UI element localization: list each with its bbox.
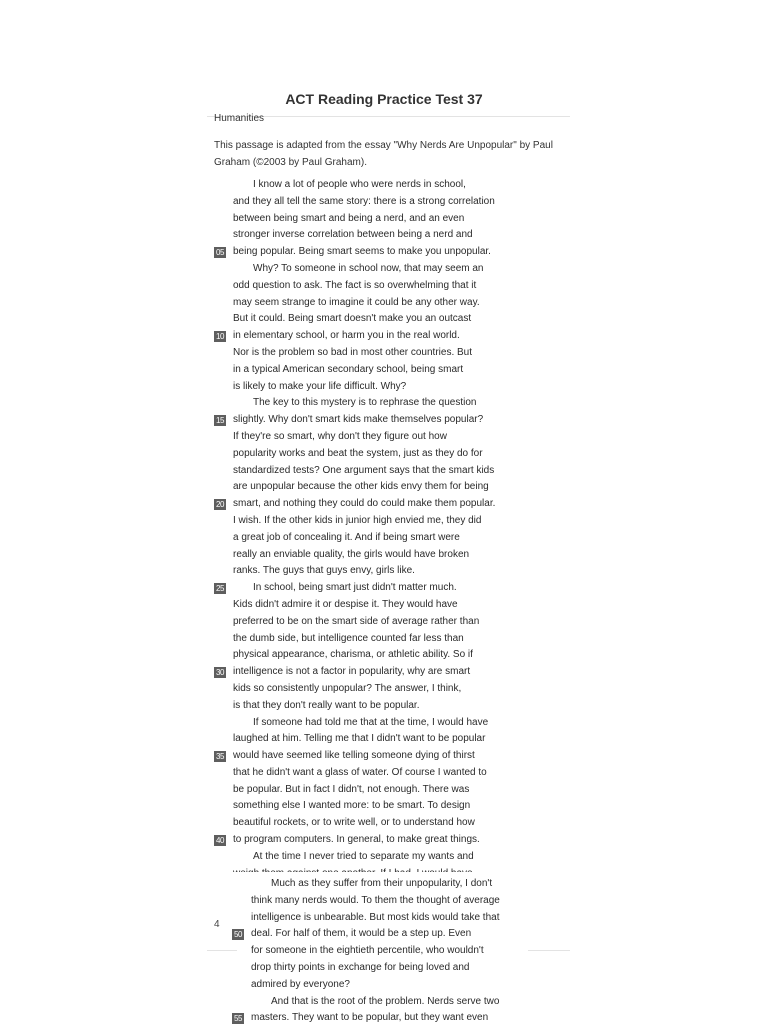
passage-line bbox=[232, 977, 532, 994]
line-text: is that they don't really want to be popular. bbox=[233, 699, 420, 711]
line-text: something else I wanted more: to be smart. To design bbox=[233, 800, 471, 812]
line-text: are unpopular because the other kids envy them for being bbox=[233, 481, 489, 493]
line-text: standardized tests? One argument says that the smart kids bbox=[233, 464, 495, 476]
line-text: laughed at him. Telling me that I didn't want to be popular bbox=[233, 733, 486, 745]
passage-line bbox=[214, 295, 514, 312]
line-number-badge: 30 bbox=[214, 667, 226, 678]
page-title: ACT Reading Practice Test 37 bbox=[285, 91, 483, 107]
line-text: in elementary school, or harm you in the real world. bbox=[233, 330, 460, 342]
line-text: If someone had told me that at the time, I would have bbox=[253, 716, 489, 728]
line-text: would have seemed like telling someone dying of thirst bbox=[233, 750, 475, 762]
line-text: Much as they suffer from their unpopularity, I don't bbox=[271, 878, 493, 889]
line-text: in a typical American secondary school, being smart bbox=[233, 363, 464, 375]
passage-text-continued bbox=[232, 876, 532, 1027]
line-number-badge: 40 bbox=[214, 835, 226, 846]
line-text: And that is the root of the problem. Nerds serve two bbox=[271, 995, 500, 1007]
passage-line bbox=[232, 943, 532, 960]
passage-text bbox=[214, 177, 514, 882]
passage-line bbox=[232, 994, 532, 1011]
line-text: I know a lot of people who were nerds in school, bbox=[253, 179, 466, 190]
passage-line bbox=[214, 731, 514, 748]
passage-line bbox=[214, 429, 514, 446]
passage-line bbox=[232, 960, 532, 977]
passage-line bbox=[214, 849, 514, 866]
line-text: beautiful rockets, or to write well, or to understand how bbox=[233, 817, 475, 829]
section-label: Humanities bbox=[214, 113, 265, 121]
passage-line bbox=[214, 664, 514, 681]
page-number: 4 bbox=[214, 919, 220, 930]
line-text: is likely to make your life difficult. Why? bbox=[233, 380, 407, 392]
line-text: the dumb side, but intelligence counted far less than bbox=[233, 632, 464, 644]
passage-line bbox=[214, 261, 514, 278]
passage-line bbox=[214, 631, 514, 648]
line-text: intelligence is unbearable. But most kids would take that bbox=[251, 911, 500, 923]
line-text: odd question to ask. The fact is so overwhelming that it bbox=[233, 279, 477, 291]
passage-line bbox=[214, 194, 514, 211]
passage-line bbox=[214, 362, 514, 379]
line-text: smart, and nothing they could do could make them popular. bbox=[233, 498, 496, 510]
passage-line bbox=[214, 479, 514, 496]
passage-line bbox=[214, 782, 514, 799]
passage-line bbox=[214, 597, 514, 614]
passage-line bbox=[232, 876, 532, 893]
passage-line bbox=[214, 748, 514, 765]
passage-line bbox=[214, 345, 514, 362]
passage-line bbox=[214, 832, 514, 849]
line-text: At the time I never tried to separate my wants and bbox=[253, 850, 474, 862]
line-text: slightly. Why don't smart kids make themselves popular? bbox=[233, 414, 484, 426]
line-text: physical appearance, charisma, or athletic ability. So if bbox=[233, 649, 473, 661]
line-text: and they all tell the same story: there is a strong correlation bbox=[233, 195, 495, 207]
passage-line bbox=[214, 798, 514, 815]
line-number-badge: 35 bbox=[214, 751, 226, 762]
line-text: preferred to be on the smart side of average rather than bbox=[233, 615, 480, 627]
footer-divider-right bbox=[528, 950, 570, 951]
line-text: that he didn't want a glass of water. Of course I wanted to bbox=[233, 766, 487, 778]
line-text: I wish. If the other kids in junior high envied me, they did bbox=[233, 514, 482, 526]
passage-line bbox=[214, 681, 514, 698]
passage-line bbox=[214, 311, 514, 328]
line-text: to program computers. In general, to make great things. bbox=[233, 834, 480, 846]
passage-line bbox=[214, 547, 514, 564]
passage-line bbox=[214, 513, 514, 530]
passage-line bbox=[232, 910, 532, 927]
passage-line bbox=[214, 227, 514, 244]
passage-line bbox=[214, 446, 514, 463]
passage-line bbox=[214, 580, 514, 597]
passage-line bbox=[214, 244, 514, 261]
line-number-badge: 55 bbox=[232, 1013, 244, 1024]
line-text: In school, being smart just didn't matter much. bbox=[253, 582, 457, 594]
line-number-badge: 20 bbox=[214, 499, 226, 510]
line-text: kids so consistently unpopular? The answer, I think, bbox=[233, 682, 462, 694]
line-text: be popular. But in fact I didn't, not enough. There was bbox=[233, 783, 470, 795]
line-text: ranks. The guys that guys envy, girls like. bbox=[233, 565, 415, 577]
passage-line bbox=[214, 177, 514, 194]
passage-line bbox=[214, 563, 514, 580]
line-text: If they're so smart, why don't they figure out how bbox=[233, 430, 447, 442]
line-text: may seem strange to imagine it could be any other way. bbox=[233, 296, 480, 308]
passage-line bbox=[232, 926, 532, 943]
passage-line bbox=[214, 379, 514, 396]
passage-line bbox=[214, 395, 514, 412]
line-text: Kids didn't admire it or despise it. They would have bbox=[233, 598, 458, 610]
line-text: for someone in the eightieth percentile, who wouldn't bbox=[251, 945, 484, 957]
passage-line bbox=[214, 496, 514, 513]
passage-line bbox=[214, 698, 514, 715]
passage-line bbox=[214, 463, 514, 480]
passage-line bbox=[214, 614, 514, 631]
line-text: being popular. Being smart seems to make you unpopular. bbox=[233, 246, 491, 258]
passage-line bbox=[214, 278, 514, 295]
line-text: deal. For half of them, it would be a step up. Even bbox=[251, 928, 472, 940]
passage-line bbox=[214, 815, 514, 832]
passage-line bbox=[232, 1010, 532, 1027]
passage-line bbox=[214, 412, 514, 429]
line-text: But it could. Being smart doesn't make you an outcast bbox=[233, 313, 472, 325]
line-text: think many nerds would. To them the thought of average bbox=[251, 894, 500, 906]
passage-line bbox=[214, 765, 514, 782]
passage-line bbox=[232, 893, 532, 910]
line-text: The key to this mystery is to rephrase the question bbox=[253, 397, 477, 409]
line-text: masters. They want to be popular, but they want even bbox=[251, 1012, 489, 1024]
passage-intro: This passage is adapted from the essay "Why Nerds Are Unpopular" by Paul Graham (©2003 by Paul Graham). bbox=[214, 140, 553, 168]
line-text: between being smart and being a nerd, and an even bbox=[233, 212, 465, 224]
line-number-badge: 15 bbox=[214, 415, 226, 426]
line-number-badge: 05 bbox=[214, 247, 226, 258]
line-number-badge: 50 bbox=[232, 929, 244, 940]
line-text: intelligence is not a factor in popularity, why are smart bbox=[233, 666, 471, 678]
line-text: popularity works and beat the system, just as they do for bbox=[233, 447, 483, 459]
passage-line bbox=[214, 715, 514, 732]
line-text: drop thirty points in exchange for being loved and bbox=[251, 961, 470, 973]
line-text: a great job of concealing it. And if being smart were bbox=[233, 531, 460, 543]
line-number-badge: 10 bbox=[214, 331, 226, 342]
line-text: admired by everyone? bbox=[251, 978, 350, 990]
line-text: Nor is the problem so bad in most other countries. But bbox=[233, 346, 473, 358]
passage-line bbox=[214, 328, 514, 345]
line-number-badge: 25 bbox=[214, 583, 226, 594]
line-text: stronger inverse correlation between being a nerd and bbox=[233, 229, 473, 241]
passage-line bbox=[214, 211, 514, 228]
line-text: really an enviable quality, the girls would have broken bbox=[233, 548, 470, 560]
passage-line bbox=[214, 530, 514, 547]
passage-line bbox=[214, 647, 514, 664]
line-text: Why? To someone in school now, that may seem an bbox=[253, 262, 484, 274]
